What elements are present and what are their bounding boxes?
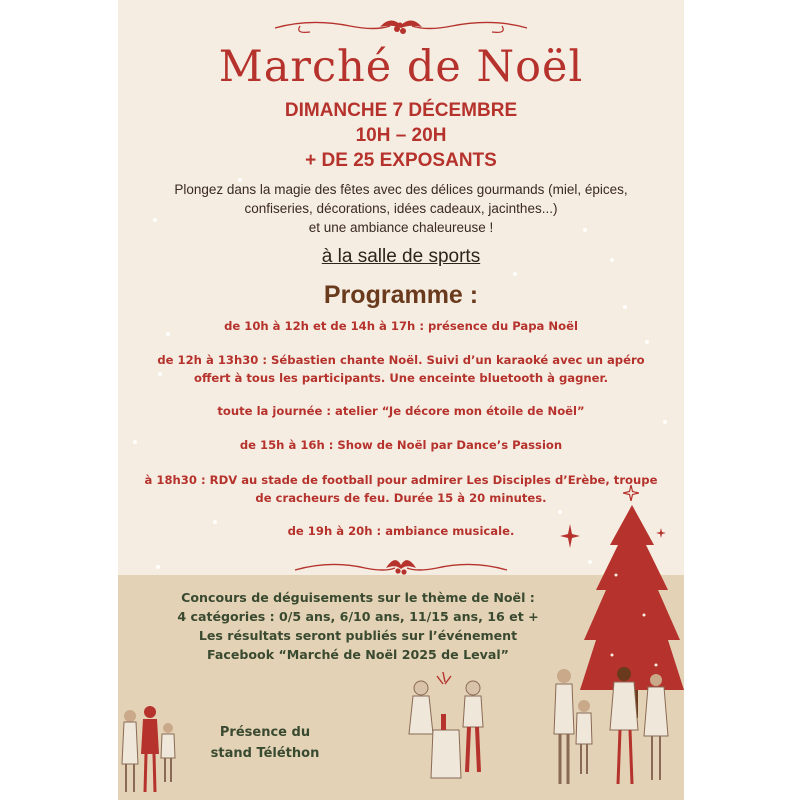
contest-line: Les résultats seront publiés sur l’événement — [198, 628, 518, 643]
snow-dot — [558, 510, 562, 514]
star-icon — [623, 485, 639, 501]
intro-text — [118, 180, 684, 237]
telethon-line: stand Téléthon — [210, 746, 320, 761]
event-hours: 10H – 20H — [355, 125, 447, 146]
snow-dot — [156, 565, 160, 569]
program-item — [118, 402, 684, 420]
snow-dot — [645, 340, 649, 344]
couple-toasting-illustration — [403, 672, 493, 780]
program-item — [118, 471, 684, 507]
page-title: Marché de Noël — [218, 42, 584, 92]
intro-line: confiseries, décorations, idées cadeaux, jacinthes...) — [244, 201, 558, 216]
telethon-line: Présence du — [219, 725, 311, 740]
family-illustration — [118, 702, 188, 800]
intro-line: Plongez dans la magie des fêtes avec des délices gourmands (miel, épices, — [174, 182, 628, 197]
program-line: de 15h à 16h : Show de Noël par Dance’s Passion — [239, 438, 563, 452]
exhibitor-count: + DE 25 EXPOSANTS — [305, 150, 497, 171]
program-item — [118, 436, 684, 454]
program-item — [118, 317, 684, 335]
program-line: de 19h à 20h : ambiance musicale. — [287, 524, 515, 538]
program-line: offert à tous les participants. Une enceinte bluetooth à gagner. — [194, 371, 608, 385]
program-line: de 12h à 13h30 : Sébastien chante Noël. Suivi d’un karaoké avec un apéro — [157, 353, 645, 367]
holly-ornament-bottom — [290, 550, 512, 582]
costume-contest — [118, 588, 598, 664]
program-item — [118, 351, 684, 387]
holly-ornament-top — [270, 12, 532, 42]
contest-line: 4 catégories : 0/5 ans, 6/10 ans, 11/15 ans, 16 et + — [177, 609, 539, 624]
telethon-note — [190, 722, 340, 764]
program-title: Programme : — [323, 281, 479, 309]
snow-dot — [513, 272, 517, 276]
program-line: de 10h à 12h et de 14h à 17h : présence du Papa Noël — [224, 319, 578, 333]
venue-label: à la salle de sports — [321, 246, 481, 267]
contest-line: Concours de déguisements sur le thème de Noël : — [181, 590, 535, 605]
program-line: à 18h30 : RDV au stade de football pour admirer Les Disciples d’Erèbe, troupe — [144, 473, 658, 487]
intro-line: et une ambiance chaleureuse ! — [308, 220, 494, 235]
event-date: DIMANCHE 7 DÉCEMBRE — [284, 100, 518, 121]
program-line: de cracheurs de feu. Durée 15 à 20 minutes. — [255, 491, 547, 505]
snow-dot — [663, 420, 667, 424]
crowd-illustration — [550, 664, 684, 800]
poster — [118, 0, 684, 800]
contest-line: Facebook “Marché de Noël 2025 de Leval” — [207, 647, 509, 662]
program-line: toute la journée : atelier “Je décore mon étoile de Noël” — [217, 404, 585, 418]
